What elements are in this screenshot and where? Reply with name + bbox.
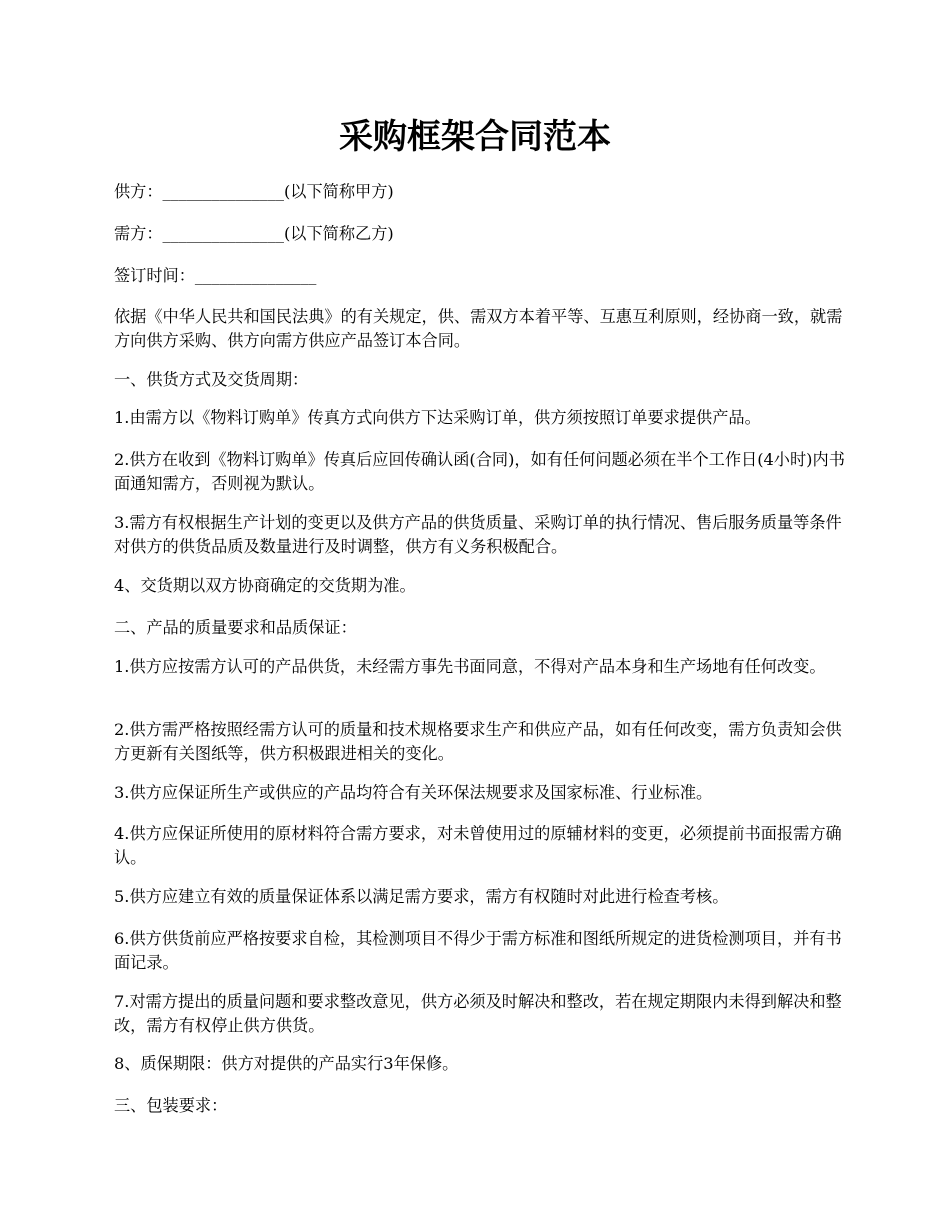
section2-item: 8、质保期限：供方对提供的产品实行3年保修。 — [114, 1054, 459, 1073]
section1-item: 2.供方在收到《物料订购单》传真后应回传确认函(合同)，如有任何问题必须在半个工作日(4小时)内书面通知需方，否则视为默认。 — [114, 450, 845, 493]
section2-item: 5.供方应建立有效的质量保证体系以满足需方要求，需方有权随时对此进行检查考核。 — [114, 887, 729, 906]
section2-item: 3.供方应保证所生产或供应的产品均符合有关环保法规要求及国家标准、行业标准。 — [114, 783, 713, 802]
section2-item: 2.供方需严格按照经需方认可的质量和技术规格要求生产和供应产品，如有任何改变，需方负责知会供方更新有关图纸等，供方积极跟进相关的变化。 — [114, 720, 842, 763]
section1-item: 4、交货期以双方协商确定的交货期为准。 — [114, 576, 416, 595]
supplier-line: 供方：_______________(以下简称甲方) — [114, 182, 394, 201]
section2-item: 4.供方应保证所使用的原材料符合需方要求，对未曾使用过的原辅材料的变更，必须提前书面报需方确认。 — [114, 824, 842, 867]
section2-item: 7.对需方提出的质量问题和要求整改意见，供方必须及时解决和整改，若在规定期限内未得到解决和整改，需方有权停止供方供货。 — [114, 992, 842, 1035]
section1-item: 3.需方有权根据生产计划的变更以及供方产品的供货质量、采购订单的执行情况、售后服务质量等条件对供方的供货品质及数量进行及时调整，供方有义务积极配合。 — [114, 513, 842, 556]
document-title: 采购框架合同范本 — [339, 117, 611, 157]
section2-item: 1.供方应按需方认可的产品供货，未经需方事先书面同意，不得对产品本身和生产场地有任何改变。 — [114, 657, 826, 676]
section2-heading: 二、产品的质量要求和品质保证： — [114, 618, 357, 637]
section1-item: 1.由需方以《物料订购单》传真方式向供方下达采购订单，供方须按照订单要求提供产品。 — [114, 408, 761, 427]
section3-heading: 三、包装要求： — [114, 1096, 228, 1115]
section2-item: 6.供方供货前应严格按要求自检，其检测项目不得少于需方标准和图纸所规定的进货检测项目，并有书面记录。 — [114, 929, 842, 972]
section1-heading: 一、供货方式及交货周期： — [114, 370, 309, 389]
buyer-line: 需方：_______________(以下简称乙方) — [114, 224, 394, 243]
preamble-paragraph: 依据《中华人民共和国民法典》的有关规定，供、需双方本着平等、互惠互利原则，经协商一致，就需方向供方采购、供方向需方供应产品签订本合同。 — [114, 307, 843, 350]
signing-date-line: 签订时间：_______________ — [114, 266, 317, 285]
